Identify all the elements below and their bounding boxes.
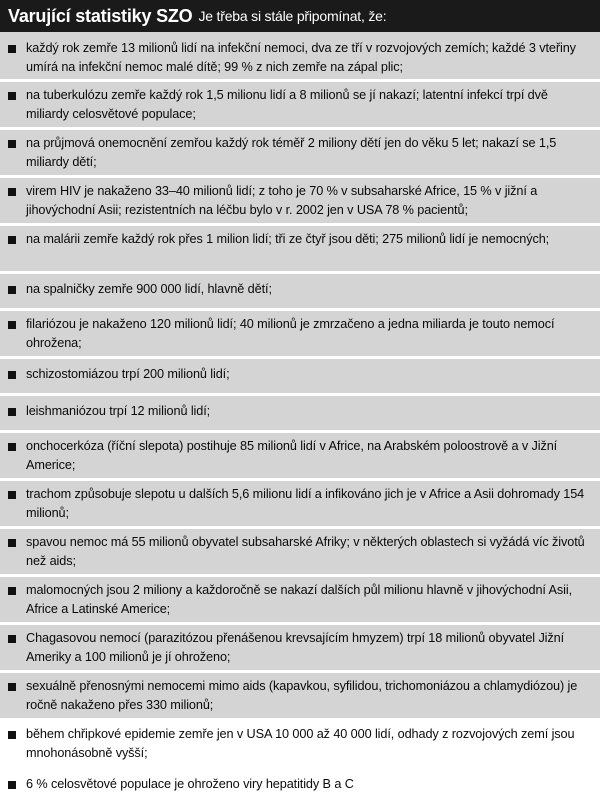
square-bullet-icon — [8, 491, 16, 499]
square-bullet-icon — [8, 236, 16, 244]
list-item-text: Chagasovou nemocí (parazitózou přenášenou krevsajícím hmyzem) trpí 18 milionů obyvatel Jižní Ameriky a 100 milionů je jí ohroženo; — [26, 631, 565, 664]
square-bullet-icon — [8, 371, 16, 379]
square-bullet-icon — [8, 45, 16, 53]
square-bullet-icon — [8, 683, 16, 691]
list-item-text: malomocných jsou 2 miliony a každoročně se nakazí dalších půl milionu hlavně v jihovýchodní Asii, Africe a Latinské Americe; — [26, 583, 573, 616]
list-item-text: během chřipkové epidemie zemře jen v USA 10 000 až 40 000 lidí, odhady z rozvojových zemí jsou mnohonásobně vyšší; — [26, 727, 575, 760]
list-item-text: filariózou je nakaženo 120 milionů lidí; 40 milionů je zmrzačeno a jedna miliarda je touto nemocí ohrožena; — [26, 317, 555, 350]
square-bullet-icon — [8, 731, 16, 739]
list-item — [0, 79, 600, 127]
square-bullet-icon — [8, 635, 16, 643]
sidebar-header — [0, 0, 600, 32]
sidebar-title: Varující statistiky SZO — [8, 5, 193, 26]
list-item — [0, 478, 600, 526]
square-bullet-icon — [8, 286, 16, 294]
list-item — [0, 393, 600, 430]
list-item — [0, 308, 600, 356]
list-item-text: trachom způsobuje slepotu u dalších 5,6 milionu lidí a infikováno jich je v Africe a Asii dohromady 154 milionů; — [26, 487, 585, 520]
list-item — [0, 271, 600, 308]
list-item-text: na spalničky zemře 900 000 lidí, hlavně dětí; — [26, 282, 272, 296]
statistics-list — [0, 32, 600, 803]
list-item — [0, 356, 600, 393]
list-item-text: 6 % celosvětové populace je ohroženo viry hepatitidy B a C — [26, 777, 354, 791]
list-item — [0, 670, 600, 718]
list-item — [0, 766, 600, 803]
square-bullet-icon — [8, 188, 16, 196]
list-item-text: spavou nemoc má 55 milionů obyvatel subsaharské Afriky; v některých oblastech si vyžádá víc životů než aids; — [26, 535, 585, 568]
list-item — [0, 223, 600, 271]
list-item — [0, 430, 600, 478]
sidebar-subtitle: Je třeba si stále připomínat, že: — [198, 8, 387, 24]
square-bullet-icon — [8, 92, 16, 100]
list-item — [0, 526, 600, 574]
square-bullet-icon — [8, 443, 16, 451]
list-item-text: na průjmová onemocnění zemřou každý rok téměř 2 miliony dětí jen do věku 5 let; nakazí se 1,5 miliardy dětí; — [26, 136, 557, 169]
square-bullet-icon — [8, 140, 16, 148]
list-item-text: onchocerkóza (říční slepota) postihuje 85 milionů lidí v Africe, na Arabském poloostrově a v Jižní Americe; — [26, 439, 558, 472]
list-item — [0, 574, 600, 622]
list-item-text: virem HIV je nakaženo 33–40 milionů lidí; z toho je 70 % v subsaharské Africe, 15 % v jižní a jihovýchodní Asii; rezistentních na léčbu bylo v r. 2002 jen v USA 78 % pacientů; — [26, 184, 538, 217]
square-bullet-icon — [8, 408, 16, 416]
list-item — [0, 127, 600, 175]
list-item-text: každý rok zemře 13 milionů lidí na infekční nemoci, dva ze tří v rozvojových zemích; každé 3 vteřiny umírá na infekční nemoc malé dítě; 99 % z nich zemře na zápal plic; — [26, 41, 576, 74]
square-bullet-icon — [8, 539, 16, 547]
list-item-text: schizostomiázou trpí 200 milionů lidí; — [26, 367, 230, 381]
square-bullet-icon — [8, 321, 16, 329]
square-bullet-icon — [8, 781, 16, 789]
list-item — [0, 718, 600, 766]
list-item — [0, 175, 600, 223]
list-item-text: na malárii zemře každý rok přes 1 milion lidí; tři ze čtyř jsou děti; 275 milionů lidí je nemocných; — [26, 232, 550, 246]
list-item-text: leishmaniózou trpí 12 milionů lidí; — [26, 404, 211, 418]
list-item — [0, 622, 600, 670]
list-item-text: sexuálně přenosnými nemocemi mimo aids (kapavkou, syfilidou, trichomoniázou a chlamydiózou) je ročně nakaženo přes 330 milionů; — [26, 679, 578, 712]
list-item — [0, 32, 600, 79]
square-bullet-icon — [8, 587, 16, 595]
list-item-text: na tuberkulózu zemře každý rok 1,5 milionu lidí a 8 milionů se jí nakazí; latentní infekcí trpí dvě miliardy celosvětové populace; — [26, 88, 548, 121]
